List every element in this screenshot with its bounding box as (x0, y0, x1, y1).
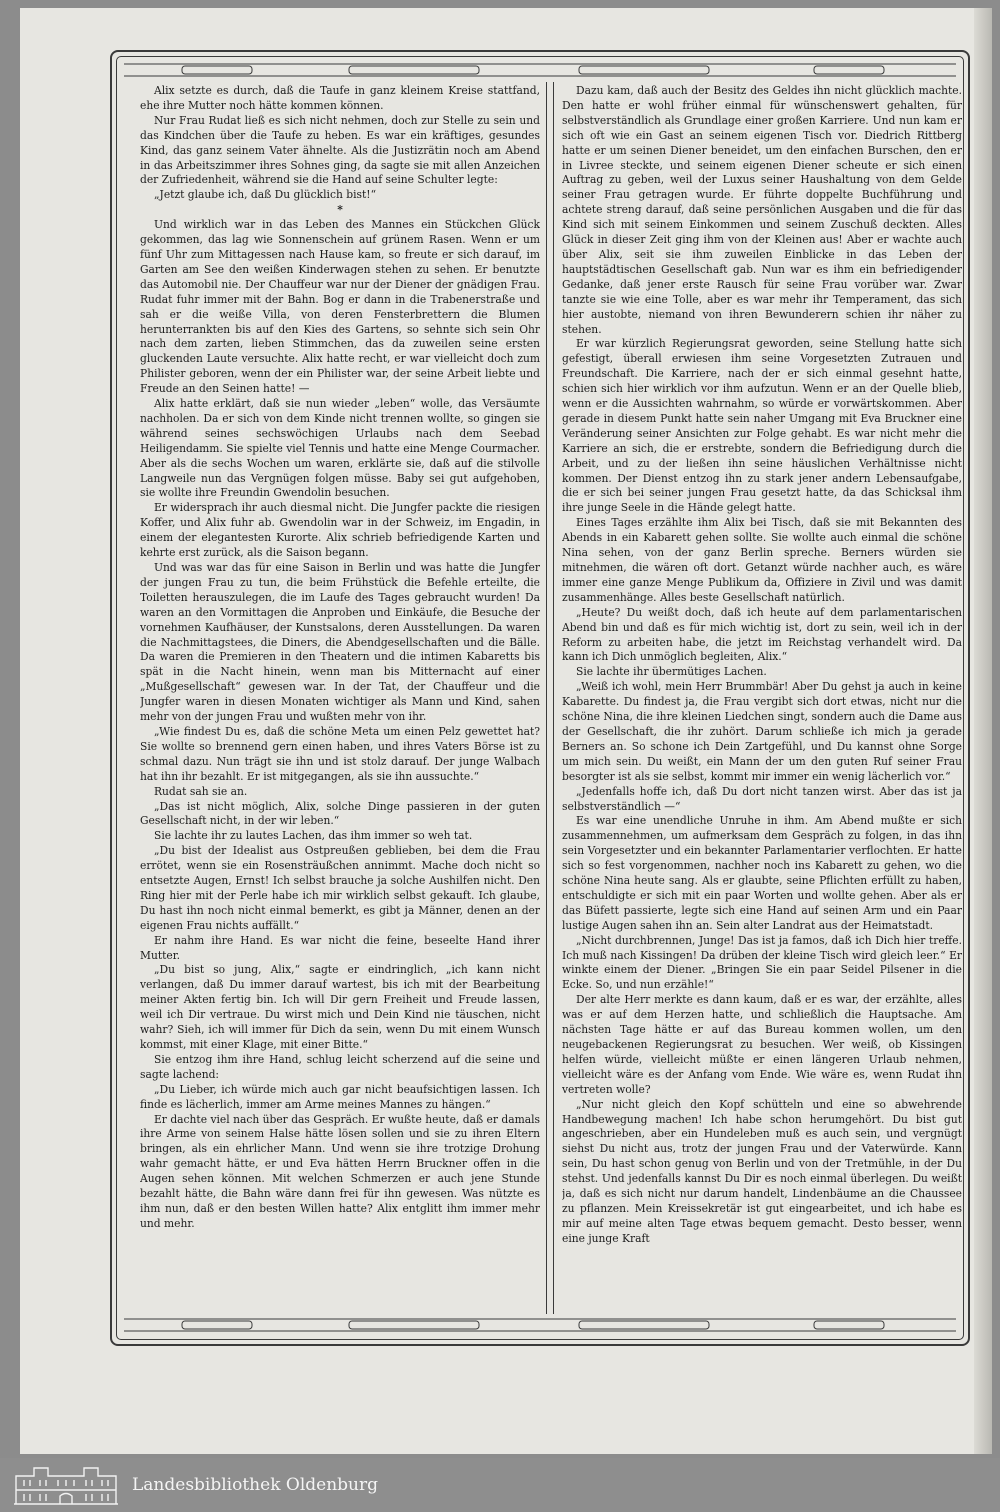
paragraph: Alix hatte erklärt, daß sie nun wieder „leben“ wolle, das Versäumte nachholen. Da er sich von dem Kinde nicht trennen wollte, so gingen sie während seines sechswöchigen Urlaubs nach dem Seebad Heiligendamm. Sie spielte viel Tennis und hatte eine Menge Courmacher. Aber als die sechs Wochen um waren, erklärte sie, daß auf die stilvolle Langweile nun das Vergnügen folgen müsse. Baby sei gut aufgehoben, sie wollte ihre Freundin Gwendolin besuchen. (140, 397, 540, 500)
paragraph: Und wirklich war in das Leben des Mannes ein Stückchen Glück gekommen, das lag wie Sonnenschein auf grünem Rasen. Wenn er um fünf Uhr zum Mittagessen nach Hause kam, so freute er sich darauf, im Garten am See den weißen Kinderwagen stehen zu sehen. Er benutzte das Automobil nie. Der Chauffeur war nur der Diener der gnädigen Frau. Rudat fuhr immer mit der Bahn. Bog er dann in die Trabenerstraße und sah er die weiße Villa, von deren Fensterbrettern die Blumen herunterrankten bis auf den Kies des Gartens, so sehnte sich sein Ohr nach dem zarten, lieben Stimmchen, das da zuweilen seine ersten gluckenden Laute versuchte. Alix hatte recht, er war vielleicht doch zum Philister geboren, wenn der ein Philister war, der seine Arbeit liebte und Freude an den Seinen hatte! — (140, 218, 540, 396)
paragraph: „Du Lieber, ich würde mich auch gar nicht beaufsichtigen lassen. Ich finde es lächerlich, immer am Arme meines Mannes zu hängen.“ (140, 1082, 540, 1111)
ornamental-band-top (124, 63, 956, 77)
paragraph: Er dachte viel nach über das Gespräch. Er wußte heute, daß er damals ihre Arme von seinem Halse hätte lösen sollen und sie zu ihren Eltern bringen, als ein ehrlicher Mann. Und wenn sie ihre trotzige Drohung wahr gemacht hätte, er und Eva hätten Herrn Bruckner offen in die Augen sehen können. Mit welchen Schmerzen er auch jene Stunde bezahlt hätte, die Bahn wäre dann frei für ihn gewesen. Was nützte es ihm nun, daß er den besten Willen hatte? Alix entglitt ihm immer mehr und mehr. (140, 1112, 540, 1230)
article-column-left (140, 84, 540, 1310)
paragraph: „Weiß ich wohl, mein Herr Brummbär! Aber Du gehst ja auch in keine Kabarette. Du findest ja, die Frau vergibt sich dort etwas, nicht nur die schöne Nina, die ihre kleinen Liedchen singt, sondern auch die Dame aus der Gesellschaft, die ihr zuhört. Darum schließe ich mich ja gerade Berners an. So schone ich Dein Zartgefühl, und Du kannst ohne Sorge um mich sein. Du weißt, ein Mann der um den guten Ruf seiner Frau besorgter ist als sie selbst, kommt mir immer ein wenig lächerlich vor.“ (562, 680, 962, 783)
page-edge-shadow (974, 8, 992, 1454)
paragraph: Der alte Herr merkte es dann kaum, daß er es war, der erzählte, alles was er auf dem Herzen hatte, und schließlich die Hauptsache. Am nächsten Tage hätte er auf das Bureau kommen wollen, um den neugebackenen Regierungsrat zu besuchen. Wer weiß, ob Kissingen helfen würde, vielleicht müßte er einen längeren Urlaub nehmen, vielleicht wäre es der Anfang vom Ende. Wie wäre es, wenn Rudat ihn vertreten wolle? (562, 993, 962, 1096)
paragraph: „Nicht durchbrennen, Junge! Das ist ja famos, daß ich Dich hier treffe. Ich muß nach Kissingen! Da drüben der kleine Tisch wird gleich leer.“ Er winkte einem der Diener. „Bringen Sie ein paar Seidel Pilsener in die Ecke. So, und nun erzähle!“ (562, 933, 962, 992)
paragraph: Rudat sah sie an. (154, 784, 248, 798)
paragraph: Und was war das für eine Saison in Berlin und was hatte die Jungfer der jungen Frau zu tun, die beim Frühstück die Befehle erteilte, die Toiletten herauszulegen, die im Laufe des Tages gebraucht wurden! Da waren an den Vormittagen die Anproben und Einkäufe, die Besuche der vornehmen Kaufhäuser, der Kunstsalons, deren Ausstellungen. Da waren die Nachmittagstees, die Diners, die Abendgesellschaften und die Bälle. Da waren die Premieren in den Theatern und die intimen Kabaretts bis spät in die Nacht hinein, wenn man bis Mitternacht auf einer „Mußgesellschaft“ gewesen war. In der Tat, der Chauffeur und die Jungfer waren in diesen Monaten wichtiger als Mann und Kind, sahen mehr von der jungen Frau und wußten mehr von ihr. (140, 561, 540, 724)
paragraph: „Du bist der Idealist aus Ostpreußen geblieben, bei dem die Frau errötet, wenn sie ein Rosensträußchen annimmt. Mache doch nicht so entsetzte Augen, Ernst! Ich selbst brauche ja solche Aushilfen nicht. Den Ring hier mit der Perle habe ich mir wirklich selbst gekauft. Ich glaube, Du hast ihn noch nicht einmal bemerkt, es gibt ja Männer, denen an der eigenen Frau nichts auffällt.“ (140, 844, 540, 932)
paragraph: „Wie findest Du es, daß die schöne Meta um einen Pelz gewettet hat? Sie wollte so brennend gern einen haben, und ihres Vaters Börse ist zu schmal dazu. Nun trägt sie ihn und ist stolz darauf. Der junge Walbach hat ihn ihr bezahlt. Er ist mitgegangen, als sie ihn aussuchte.“ (140, 724, 540, 783)
paragraph: „Das ist nicht möglich, Alix, solche Dinge passieren in der guten Gesellschaft nicht, in der wir leben.“ (140, 799, 540, 828)
paragraph: Er widersprach ihr auch diesmal nicht. Die Jungfer packte die riesigen Koffer, und Alix fuhr ab. Gwendolin war in der Schweiz, im Engadin, in einem der elegantesten Kurorte. Alix schrieb befriedigende Karten und kehrte erst zurück, als die Saison begann. (140, 501, 540, 560)
paragraph: „Jetzt glaube ich, daß Du glücklich bist!“ (154, 188, 377, 202)
library-name-label: Landesbibliothek Oldenburg (132, 1475, 379, 1495)
section-ornament: * (337, 203, 343, 217)
paragraph: Nur Frau Rudat ließ es sich nicht nehmen, doch zur Stelle zu sein und das Kindchen über die Taufe zu heben. Es war ein kräftiges, gesundes Kind, das ganz seinem Vater ähnelte. Als die Justizrätin noch am Abend in das Arbeitszimmer ihres Sohnes ging, da sagte sie mit allen Anzeichen der Zufriedenheit, während sie die Hand auf seine Schulter legte: (140, 113, 540, 187)
paragraph: Sie lachte ihr zu lautes Lachen, das ihm immer so weh tat. (154, 829, 473, 843)
paragraph: Er nahm ihre Hand. Es war nicht die feine, beseelte Hand ihrer Mutter. (140, 933, 540, 962)
article-column-right (562, 84, 962, 1310)
ornamental-band-bottom (124, 1318, 956, 1332)
paragraph: „Nur nicht gleich den Kopf schütteln und eine so abwehrende Handbewegung machen! Ich habe schon herumgehört. Du bist gut angeschrieben, aber ein Hundeleben muß es auch sein, und vergnügt siehst Du nicht aus, trotz der jungen Frau und der Vaterwürde. Kann sein, Du hast schon genug von Berlin und von der Tretmühle, in der Du stehst. Und jedenfalls kannst Du Dir es noch einmal überlegen. Du weißt ja, daß es sich nicht nur darum handelt, Lindenbäume an die Chaussee zu pflanzen. Mein Kreissekretär ist gut eingearbeitet, und ich habe es mir auf meine alten Tage etwas bequem gemacht. Desto besser, wenn eine junge Kraft (562, 1097, 962, 1245)
paragraph: Er war kürzlich Regierungsrat geworden, seine Stellung hatte sich gefestigt, überall erwiesen ihm seine Vorgesetzten Zutrauen und Freundschaft. Die Karriere, nach der er sich einmal gesehnt hatte, schien sich hier wirklich vor ihm aufzutun. Wenn er an der Quelle blieb, wenn er die Aussichten wahrnahm, so würde er vorwärtskommen. Aber gerade in diesem Punkt hatte sein naher Umgang mit Eva Bruckner eine Veränderung seiner Ansichten zur Folge gehabt. Es war nicht mehr die Karriere an sich, die er erstrebte, sondern die Befriedigung durch die Arbeit, und zu der ließen ihn seine häuslichen Verhältnisse nicht kommen. Der Dienst entzog ihn zu stark jener andern Lebensaufgabe, die er sich bei seiner jungen Frau gesetzt hatte, da das Schicksal ihm ihre junge Seele in die Hände gelegt hatte. (562, 337, 962, 515)
paragraph: Eines Tages erzählte ihm Alix bei Tisch, daß sie mit Bekannten des Abends in ein Kabarett gehen sollte. Sie wollte auch einmal die schöne Nina sehen, von der ganz Berlin spreche. Berners würden sie mitnehmen, die wären oft dort. Getanzt würde nachher auch, es wäre immer eine ganze Menge Publikum da, Offiziere in Zivil und was damit zusammenhänge. Alles beste Gesellschaft natürlich. (562, 516, 962, 604)
library-building-icon (14, 1464, 118, 1506)
paragraph: Sie lachte ihr übermütiges Lachen. (576, 665, 767, 679)
paragraph: „Heute? Du weißt doch, daß ich heute auf dem parlamentarischen Abend bin und daß es für mich wichtig ist, dort zu sein, weil ich in der Reform zu arbeiten habe, die jetzt im Reichstag verhandelt wird. Da kann ich Dich unmöglich begleiten, Alix.“ (562, 605, 962, 664)
paragraph: Alix setzte es durch, daß die Taufe in ganz kleinem Kreise stattfand, ehe ihre Mutter noch hätte kommen können. (140, 84, 540, 112)
paragraph: „Du bist so jung, Alix,“ sagte er eindringlich, „ich kann nicht verlangen, daß Du immer darauf wartest, bis ich mit der Bearbeitung meiner Akten fertig bin. Ich will Dir gern Freiheit und Freude lassen, weil ich Dir vertraue. Du wirst mich und Dein Kind nie täuschen, nicht wahr? Sieh, ich will immer für Dich da sein, wenn Du mit einem Wunsch kommst, mit einer Klage, mit einer Bitte.“ (140, 963, 540, 1051)
column-divider (546, 82, 554, 1314)
paragraph: Dazu kam, daß auch der Besitz des Geldes ihn nicht glücklich machte. Den hatte er wohl früher einmal für wünschenswert gehalten, für selbstverständlich als Grundlage einer großen Karriere. Und nun kam er sich oft wie ein Gast an seinem eigenen Tisch vor. Diedrich Rittberg hatte er um seinen Diener beneidet, um den einfachen Burschen, den er in Livree steckte, und seinem eigenen Diener scheute er sich einen Auftrag zu geben, weil der Luxus seiner Haushaltung von dem Gelde seiner Frau getragen wurde. Er führte doppelte Buchführung und achtete streng darauf, daß seine persönlichen Ausgaben und die für das Kind sich mit seinem Einkommen und seinem Zuschuß deckten. Alles Glück in dieser Zeit ging ihm von der Kleinen aus! Aber er wachte auch über Alix, seit sie ihm zuweilen Einblicke in das Leben der hauptstädtischen Gesellschaft gab. Nun war es ihm ein befriedigender Gedanke, daß jener erste Rausch für seine Frau vorüber war. Zwar tanzte sie wie eine Tolle, aber es war mehr ihr Temperament, das sich hier austobte, niemand von ihren Bewunderern schien ihr näher zu stehen. (562, 84, 962, 336)
paragraph: „Jedenfalls hoffe ich, daß Du dort nicht tanzen wirst. Aber das ist ja selbstverständlich —“ (562, 784, 962, 813)
paragraph: Es war eine unendliche Unruhe in ihm. Am Abend mußte er sich zusammennehmen, um aufmerksam dem Gespräch zu folgen, in das ihn sein Vorgesetzter und ein bekannter Parlamentarier verflochten. Er hatte sich so fest vorgenommen, nachher noch ins Kabarett zu gehen, wo die schöne Nina heute sang. Als er glaubte, seine Pflichten erfüllt zu haben, entschuldigte er sich mit ein paar Worten und wollte gehen. Aber als er das Büfett passierte, legte sich eine Hand auf seinen Arm und ein Paar lustige Augen sahen ihn an. Sein alter Landrat aus der Heimatstadt. (562, 814, 962, 932)
paragraph: Sie entzog ihm ihre Hand, schlug leicht scherzend auf die seine und sagte lachend: (140, 1052, 540, 1081)
